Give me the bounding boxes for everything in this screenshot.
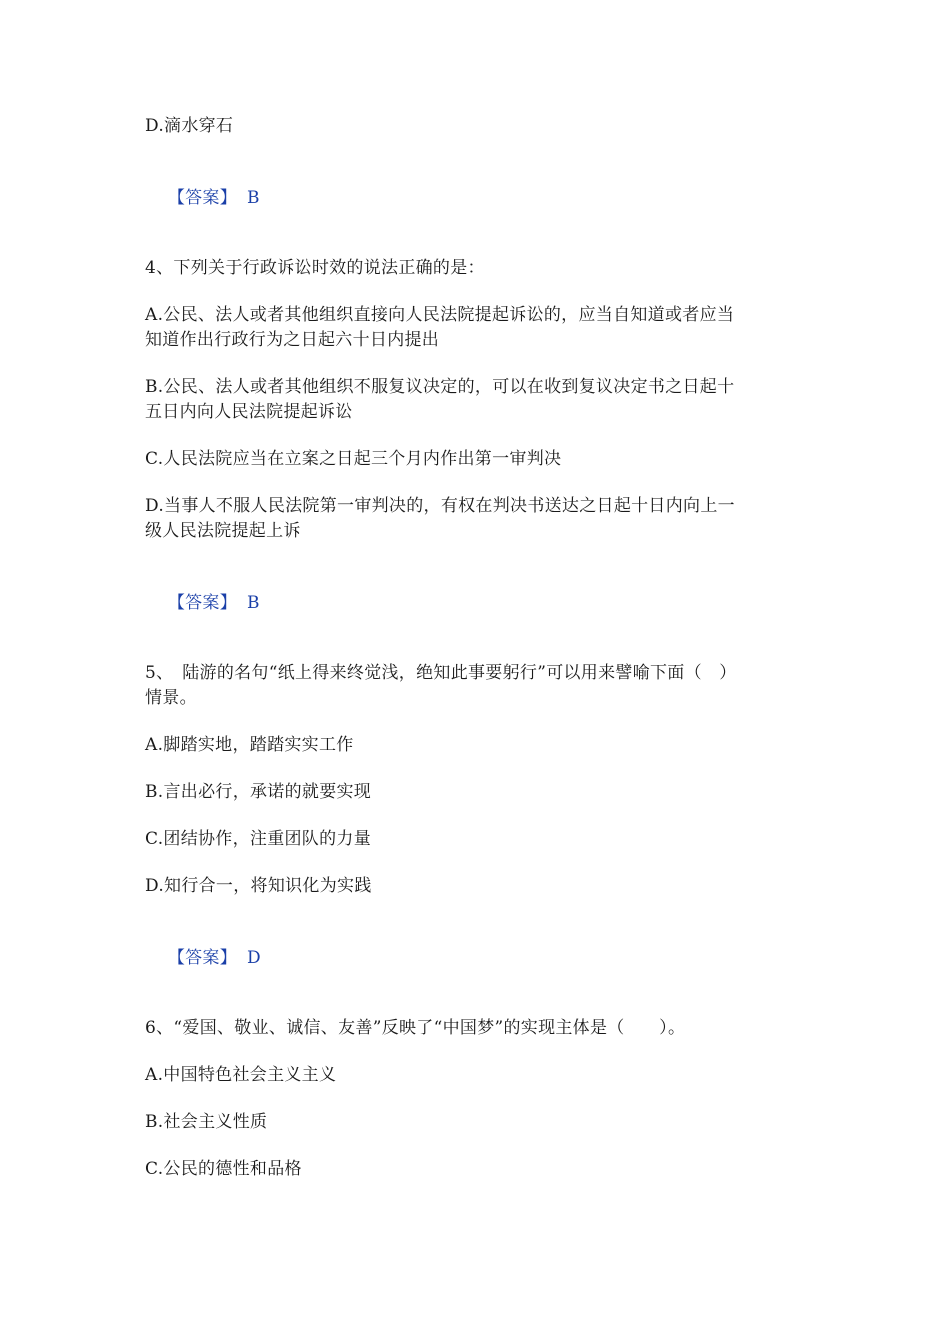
- q5-option-b: B.言出必行，承诺的就要实现: [145, 782, 372, 802]
- q4-answer: [145, 566, 805, 641]
- answer-label: 【答案】: [167, 948, 238, 968]
- q5-stem-line2: 情景。: [145, 688, 197, 708]
- q5-answer: [145, 921, 805, 996]
- q5-option-d: D.知行合一，将知识化为实践: [145, 876, 372, 896]
- q6-option-a: A.中国特色社会主义主义: [145, 1065, 337, 1085]
- answer-value: B: [247, 593, 260, 613]
- q3-option-d: D.滴水穿石: [145, 116, 234, 136]
- q6-stem: 6、“爱国、敬业、诚信、友善”反映了“中国梦”的实现主体是（ ）。: [145, 1018, 686, 1038]
- answer-value: D: [247, 948, 261, 968]
- q4-option-c: C.人民法院应当在立案之日起三个月内作出第一审判决: [145, 449, 562, 469]
- q4-stem: 4、下列关于行政诉讼时效的说法正确的是：: [145, 258, 485, 278]
- answer-label: 【答案】: [167, 188, 238, 208]
- answer-label: 【答案】: [167, 593, 238, 613]
- q5-option-a: A.脚踏实地，踏踏实实工作: [145, 735, 354, 755]
- q5-stem-line1: 5、 陆游的名句“纸上得来终觉浅，绝知此事要躬行”可以用来譬喻下面（ ）: [145, 663, 737, 683]
- answer-value: B: [247, 188, 260, 208]
- q4-option-b-line2: 五日内向人民法院提起诉讼: [145, 402, 353, 422]
- q4-option-a-line2: 知道作出行政行为之日起六十日内提出: [145, 330, 440, 350]
- q4-option-a-line1: A.公民、法人或者其他组织直接向人民法院提起诉讼的，应当自知道或者应当: [145, 305, 735, 325]
- q3-answer: [145, 161, 805, 236]
- q5-option-c: C.团结协作，注重团队的力量: [145, 829, 372, 849]
- q4-option-d-line2: 级人民法院提起上诉: [145, 521, 301, 541]
- q4-option-b-line1: B.公民、法人或者其他组织不服复议决定的，可以在收到复议决定书之日起十: [145, 377, 735, 397]
- q4-option-d-line1: D.当事人不服人民法院第一审判决的，有权在判决书送达之日起十日内向上一: [145, 496, 735, 516]
- q6-option-c: C.公民的德性和品格: [145, 1159, 302, 1179]
- q6-option-b: B.社会主义性质: [145, 1112, 268, 1132]
